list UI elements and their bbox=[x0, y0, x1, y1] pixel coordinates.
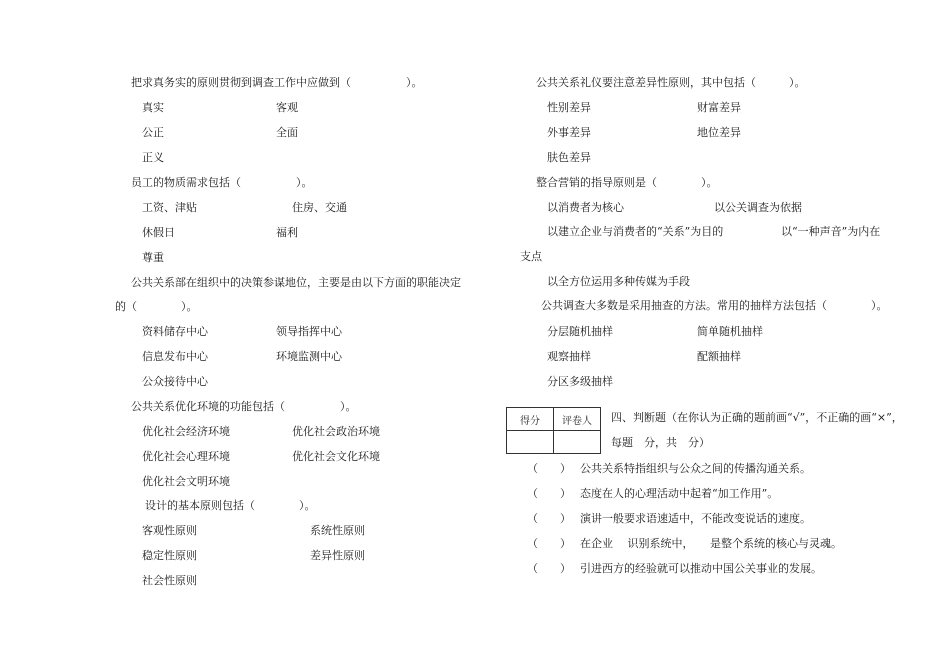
answer-paren[interactable]: （ ） bbox=[527, 462, 571, 475]
question-stem: 员工的物质需求包括（ ）。 bbox=[131, 176, 313, 189]
option: 分层随机抽样 bbox=[547, 325, 613, 338]
option: 简单随机抽样 bbox=[697, 325, 763, 338]
question-stem: 整合营销的指导原则是（ ）。 bbox=[536, 176, 718, 189]
option: 福利 bbox=[276, 226, 298, 239]
option: 真实 bbox=[142, 101, 164, 114]
option: 观察抽样 bbox=[547, 350, 591, 363]
section-subtitle: 每题 分，共 分） bbox=[611, 436, 710, 449]
question-stem: 公共关系礼仪要注意差异性原则，其中包括（ ）。 bbox=[536, 76, 806, 89]
judge-item-text: 演讲一般要求语速适中，不能改变说话的速度。 bbox=[580, 512, 811, 525]
judge-item-text: 态度在人的心理活动中起着“加工作用”。 bbox=[580, 487, 779, 500]
judge-item-text: 引进西方的经验就可以推动中国公关事业的发展。 bbox=[580, 562, 822, 575]
answer-paren[interactable]: （ ） bbox=[527, 512, 571, 525]
answer-paren[interactable]: （ ） bbox=[527, 537, 571, 550]
option: 尊重 bbox=[142, 251, 164, 264]
option: 资料储存中心 bbox=[142, 325, 208, 338]
option: 以建立企业与消费者的“关系”为目的 bbox=[547, 225, 724, 238]
question-stem: 设计的基本原则包括（ ）。 bbox=[145, 499, 316, 512]
score-label: 得分 bbox=[507, 408, 554, 431]
option: 差异性原则 bbox=[310, 549, 365, 562]
judge-item-text: 公共关系特指组织与公众之间的传播沟通关系。 bbox=[580, 462, 811, 475]
answer-paren[interactable]: （ ） bbox=[527, 562, 571, 575]
option: 以全方位运用多种传媒为手段 bbox=[547, 275, 690, 288]
option: 分区多级抽样 bbox=[547, 375, 613, 388]
option-continued: 支点 bbox=[520, 250, 542, 263]
grader-cell[interactable] bbox=[554, 431, 601, 454]
question-stem: 公共关系优化环境的功能包括（ ）。 bbox=[131, 400, 357, 413]
option: 优化社会文明环境 bbox=[142, 475, 230, 488]
section-title: 四、判断题（在你认为正确的题前画“√”，不正确的画“×”， bbox=[611, 411, 903, 424]
option: 休假日 bbox=[142, 226, 175, 239]
option: 住房、交通 bbox=[292, 201, 347, 214]
option: 正义 bbox=[142, 151, 164, 164]
judge-item-text: 在企业 识别系统中， 是整个系统的核心与灵魂。 bbox=[580, 537, 842, 550]
score-cell[interactable] bbox=[507, 431, 554, 454]
option: 优化社会文化环境 bbox=[292, 450, 380, 463]
option: 优化社会政治环境 bbox=[292, 425, 380, 438]
option: 肤色差异 bbox=[547, 151, 591, 164]
question-stem: 公共关系部在组织中的决策参谋地位，主要是由以下方面的职能决定 bbox=[131, 276, 461, 289]
option: 稳定性原则 bbox=[142, 549, 197, 562]
option: 财富差异 bbox=[697, 101, 741, 114]
answer-paren[interactable]: （ ） bbox=[527, 487, 571, 500]
option: 工资、津贴 bbox=[142, 201, 197, 214]
option: 外事差异 bbox=[547, 126, 591, 139]
grader-label: 评卷人 bbox=[554, 408, 601, 431]
question-stem: 把求真务实的原则贯彻到调查工作中应做到（ ）。 bbox=[131, 76, 423, 89]
option: 公正 bbox=[142, 126, 164, 139]
option: 地位差异 bbox=[697, 126, 741, 139]
option: 以“一种声音”为内在 bbox=[781, 225, 881, 238]
question-stem: 公共调查大多数是采用抽查的方法。常用的抽样方法包括（ ）。 bbox=[541, 299, 888, 312]
option: 配额抽样 bbox=[697, 350, 741, 363]
option: 信息发布中心 bbox=[142, 350, 208, 363]
option: 以消费者为核心 bbox=[547, 201, 624, 214]
option: 全面 bbox=[276, 126, 298, 139]
question-stem-continued: 的（ ）。 bbox=[115, 300, 198, 313]
option: 领导指挥中心 bbox=[276, 325, 342, 338]
option: 社会性原则 bbox=[142, 574, 197, 587]
option: 客观性原则 bbox=[142, 524, 197, 537]
option: 优化社会心理环境 bbox=[142, 450, 230, 463]
option: 环境监测中心 bbox=[276, 350, 342, 363]
option: 性别差异 bbox=[547, 101, 591, 114]
option: 客观 bbox=[276, 101, 298, 114]
option: 系统性原则 bbox=[310, 524, 365, 537]
option: 优化社会经济环境 bbox=[142, 425, 230, 438]
option: 以公关调查为依据 bbox=[714, 201, 802, 214]
score-table bbox=[506, 407, 601, 454]
option: 公众接待中心 bbox=[142, 375, 208, 388]
